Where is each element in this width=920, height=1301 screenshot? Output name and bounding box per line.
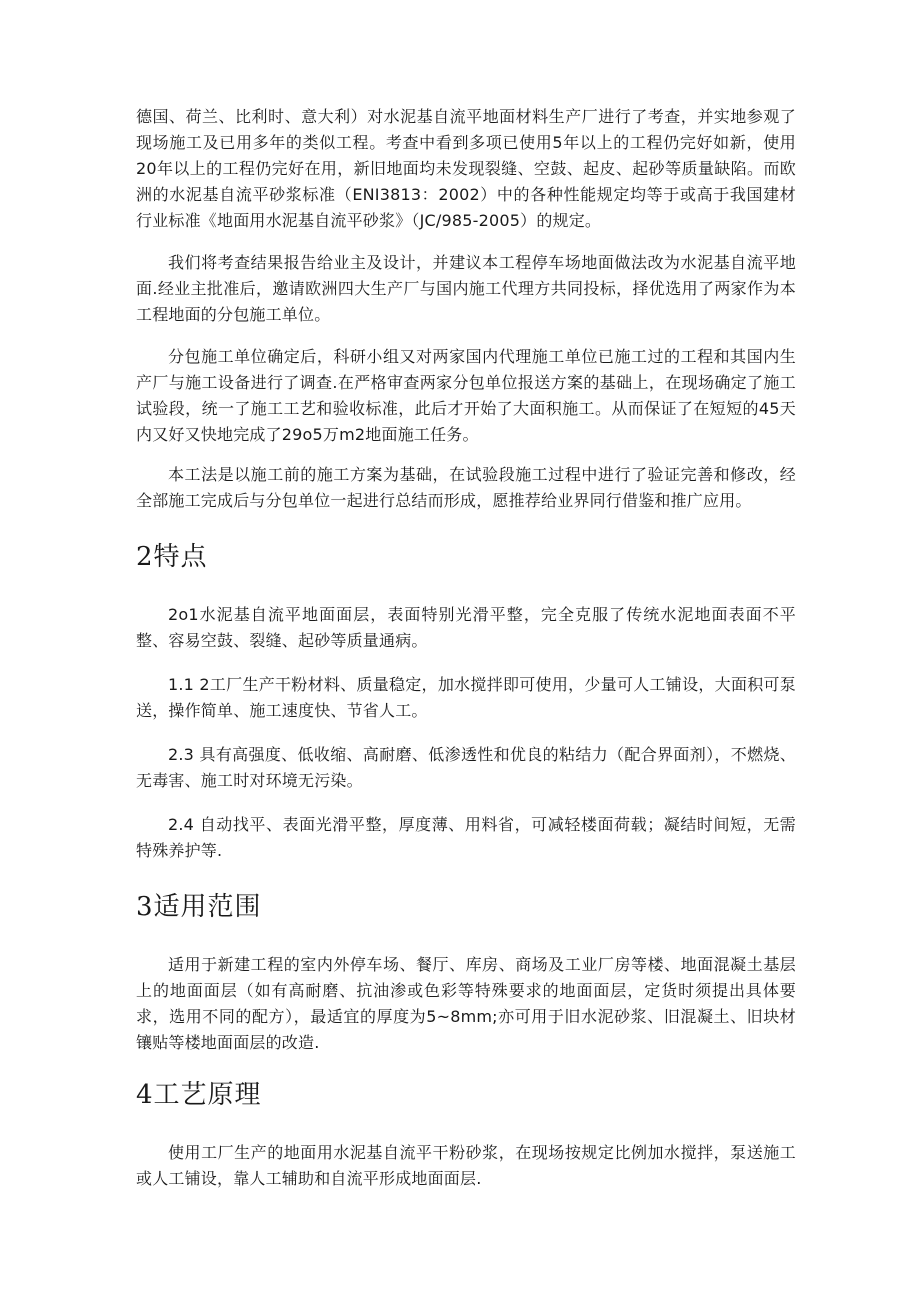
intro-paragraph-4: 本工法是以施工前的施工方案为基础，在试验段施工过程中进行了验证完善和修改，经全部施工完成后与分包单位一起进行总结而形成，愿推荐给业界同行借鉴和推广应用。 bbox=[136, 465, 796, 510]
section-2-heading: 2特点 bbox=[136, 542, 208, 572]
intro-paragraph-3: 分包施工单位确定后，科研小组又对两家国内代理施工单位已施工过的工程和其国内生产厂与施工设备进行了调查.在严格审查两家分包单位报送方案的基础上，在现场确定了施工试验段，统一了施工工艺和验收标准，此后才开始了大面积施工。从而保证了在短短的45天内又好又快地完成了29o5万m2地面施工任务。 bbox=[136, 347, 796, 444]
section-2-item-2: 1.1 2工厂生产干粉材料、质量稳定，加水搅拌即可使用，少量可人工铺设，大面积可泵送，操作简单、施工速度快、节省人工。 bbox=[136, 675, 796, 720]
section-3-heading: 3适用范围 bbox=[136, 892, 262, 922]
section-4-heading: 4工艺原理 bbox=[136, 1080, 262, 1110]
section-3-body: 适用于新建工程的室内外停车场、餐厅、库房、商场及工业厂房等楼、地面混凝土基层上的地面面层（如有高耐磨、抗油渗或色彩等特殊要求的地面面层，定货时须提出具体要求，选用不同的配方），最适宜的厚度为5~8mm;亦可用于旧水泥砂浆、旧混凝土、旧块材镶贴等楼地面面层的改造. bbox=[136, 955, 796, 1052]
section-2-item-3: 2.3 具有高强度、低收缩、高耐磨、低渗透性和优良的粘结力（配合界面剂），不燃烧、无毒害、施工时对环境无污染。 bbox=[136, 745, 796, 790]
section-2-item-1: 2o1水泥基自流平地面面层，表面特别光滑平整，完全克服了传统水泥地面表面不平整、容易空鼓、裂缝、起砂等质量通病。 bbox=[136, 605, 796, 650]
intro-paragraph-2: 我们将考查结果报告给业主及设计，并建议本工程停车场地面做法改为水泥基自流平地面.经业主批准后，邀请欧洲四大生产厂与国内施工代理方共同投标，择优选用了两家作为本工程地面的分包施工单位。 bbox=[136, 253, 796, 324]
section-2-item-4: 2.4 自动找平、表面光滑平整，厚度薄、用料省，可减轻楼面荷载；凝结时间短，无需特殊养护等. bbox=[136, 815, 796, 860]
intro-paragraph-1: 德国、荷兰、比利时、意大利）对水泥基自流平地面材料生产厂进行了考查，并实地参观了现场施工及已用多年的类似工程。考查中看到多项已使用5年以上的工程仍完好如新，使用20年以上的工程仍完好在用，新旧地面均未发现裂缝、空鼓、起皮、起砂等质量缺陷。而欧洲的水泥基自流平砂浆标准（ENI3813：2002）中的各种性能规定均等于或高于我国建材行业标准《地面用水泥基自流平砂浆》（JC/985-2005）的规定。 bbox=[136, 107, 796, 230]
section-4-body: 使用工厂生产的地面用水泥基自流平干粉砂浆，在现场按规定比例加水搅拌，泵送施工或人工铺设，靠人工辅助和自流平形成地面面层. bbox=[136, 1143, 796, 1188]
